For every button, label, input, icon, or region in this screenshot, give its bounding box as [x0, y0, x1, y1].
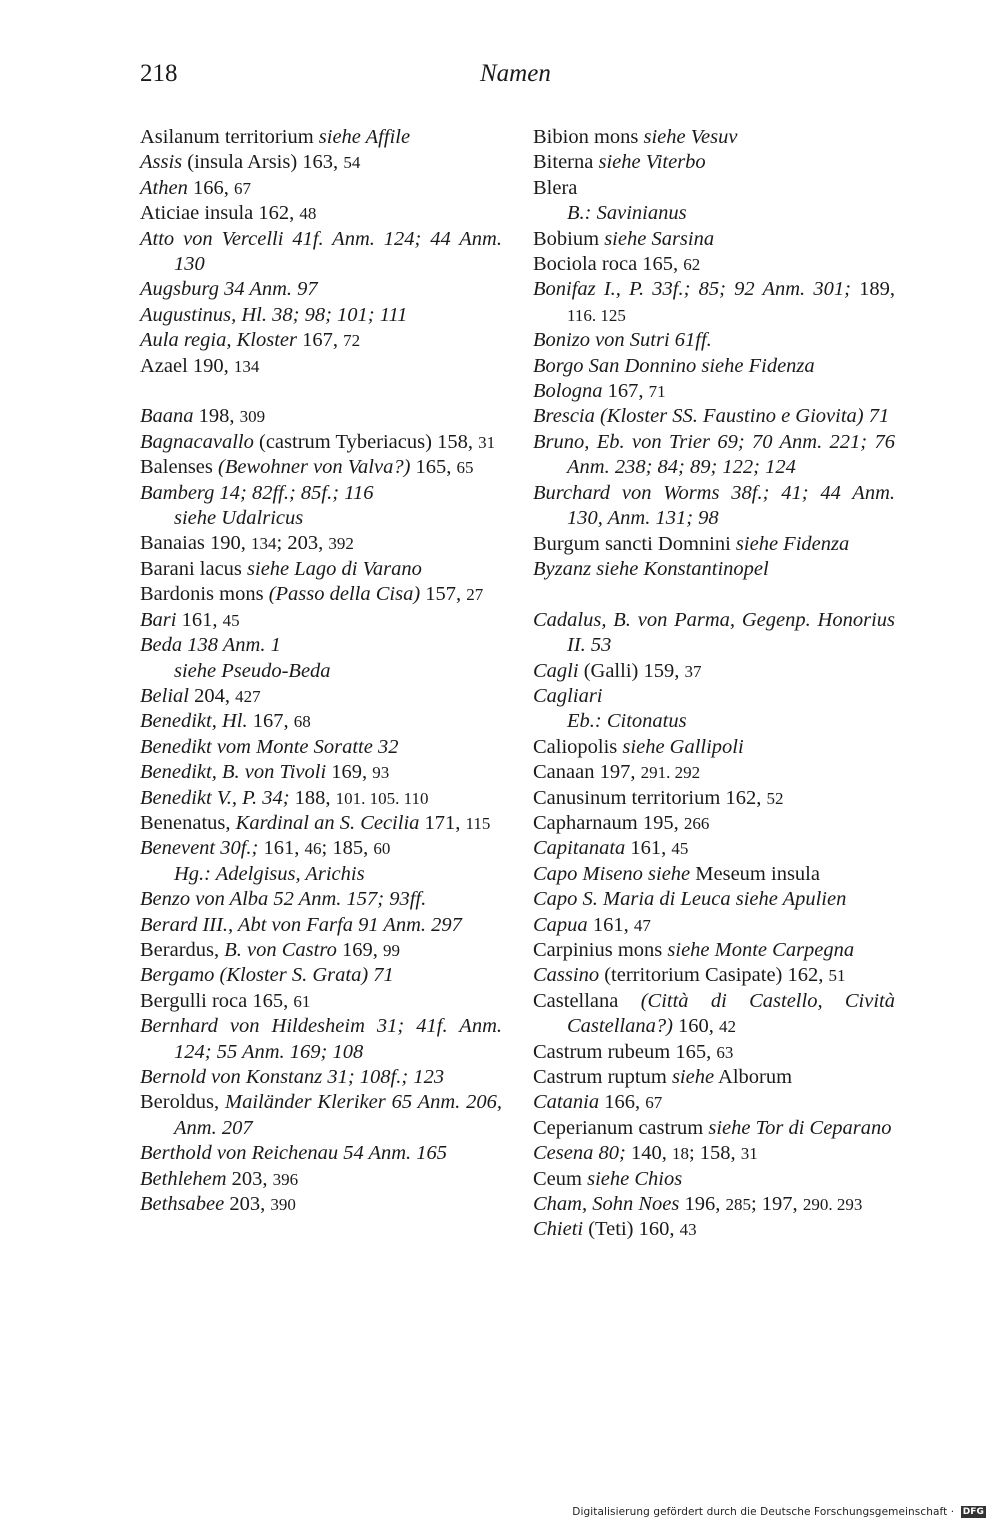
index-entry: [140, 1167, 502, 1192]
index-entry: [533, 989, 895, 1040]
running-head: Namen: [480, 60, 551, 87]
entry-text: Bergamo (Kloster S. Grata) 71: [140, 964, 394, 987]
entry-text: (Città di Castello, Cività Castellana?): [567, 989, 895, 1038]
entry-text: 167,: [602, 380, 649, 403]
entry-text: Bibion mons: [533, 126, 644, 148]
entry-text: 161,: [258, 837, 305, 860]
footer-text: Digitalisierung gefördert durch die Deutsche Forschungsgemeinschaft ·: [572, 1506, 955, 1518]
entry-text: Cassino: [533, 964, 600, 987]
entry-text: Chieti: [533, 1218, 584, 1241]
entry-text: Bologna: [533, 380, 603, 403]
index-entry: [533, 608, 895, 659]
index-entry: [533, 963, 895, 988]
index-entry: [140, 786, 502, 811]
entry-text: Burgum sancti Domnini: [533, 532, 736, 555]
index-entry: [533, 532, 895, 557]
entry-text: siehe: [671, 1066, 715, 1089]
note-number: 134: [233, 356, 260, 376]
note-number: 31: [478, 432, 496, 452]
index-column-right: [533, 125, 895, 1243]
index-entry: [533, 277, 895, 328]
entry-text: siehe Vesuv: [643, 126, 738, 148]
note-number: 46: [304, 839, 322, 859]
note-number: 68: [293, 712, 311, 732]
index-entry: [533, 760, 895, 785]
entry-text: Bethsabee: [140, 1193, 225, 1216]
entry-text: 203,: [224, 1193, 271, 1216]
note-number: 45: [671, 839, 689, 859]
entry-text: Bruno, Eb. von Trier 69; 70 Anm. 221; 76 Anm. 238; 84; 89; 122; 124: [533, 430, 895, 479]
index-entry: [140, 531, 502, 556]
index-entry: [140, 913, 502, 938]
entry-text: Aula regia, Kloster: [140, 329, 297, 352]
entry-text: (Bewohner von Valva?): [218, 456, 411, 479]
entry-text: Bernold von Konstanz 31; 108f.; 123: [140, 1066, 445, 1089]
entry-text: Castellana: [533, 989, 641, 1012]
entry-text: Canaan 197,: [533, 761, 641, 784]
note-number: 47: [633, 915, 651, 935]
index-entry: [140, 557, 502, 582]
note-number: 42: [719, 1017, 737, 1037]
entry-text: Castrum rubeum 165,: [533, 1040, 717, 1063]
entry-text: Assis: [140, 151, 183, 174]
index-subentry: [533, 709, 895, 734]
entry-text: (Galli) 159,: [578, 659, 685, 682]
index-entry: [140, 227, 502, 278]
entry-text: Benevent 30f.;: [140, 837, 259, 860]
entry-text: Byzanz siehe Konstantinopel: [533, 557, 769, 580]
note-number: 48: [299, 204, 317, 224]
entry-text: (Passo della Cisa): [268, 583, 421, 606]
entry-text: Bethlehem: [140, 1167, 227, 1190]
index-entry: [533, 1217, 895, 1242]
entry-text: ; 203,: [276, 532, 329, 555]
entry-text: Caliopolis: [533, 735, 623, 758]
entry-text: Barani lacus: [140, 557, 248, 580]
index-entry: [140, 811, 502, 836]
index-entry: [533, 862, 895, 887]
index-subentry: [140, 506, 502, 531]
entry-text: 165,: [410, 456, 457, 479]
entry-text: 188,: [289, 786, 336, 809]
entry-text: siehe Gallipoli: [622, 735, 744, 758]
entry-text: Athen: [140, 176, 188, 199]
note-number: 67: [645, 1093, 663, 1113]
entry-text: siehe Viterbo: [598, 151, 706, 174]
entry-text: Azael 190,: [140, 354, 234, 377]
index-entry: [533, 481, 895, 532]
entry-text: siehe Affile: [318, 126, 411, 148]
index-column-left: [140, 125, 502, 1217]
entry-text: Aticiae insula 162,: [140, 202, 300, 225]
entry-text: siehe Tor di Ceparano: [708, 1116, 892, 1139]
index-entry: [140, 633, 502, 658]
index-entry: [533, 430, 895, 481]
entry-text: Cham, Sohn Noes: [533, 1193, 680, 1216]
entry-text: 169,: [336, 938, 383, 961]
entry-text: Atto von Vercelli 41f. Anm. 124; 44 Anm. 130: [140, 227, 502, 276]
index-entry: [533, 887, 895, 912]
entry-text: 189,: [850, 278, 896, 301]
entry-text: Augsburg 34 Anm. 97: [140, 278, 318, 301]
entry-text: 161,: [587, 913, 634, 936]
index-entry: [140, 760, 502, 785]
index-entry: [533, 1167, 895, 1192]
index-entry: [533, 684, 895, 709]
page-number: 218: [140, 60, 178, 87]
note-number: 309: [239, 407, 266, 427]
entry-text: Biterna: [533, 151, 599, 174]
note-number: 93: [372, 763, 390, 783]
index-entry: [140, 430, 502, 455]
note-number: 134: [251, 534, 277, 554]
entry-text: Ceum: [533, 1167, 588, 1190]
index-entry: [533, 1116, 895, 1141]
footer-credit: [572, 1506, 986, 1518]
index-entry: [533, 328, 895, 353]
entry-text: ; 158,: [688, 1142, 741, 1165]
entry-text: Bernhard von Hildesheim 31; 41f. Anm. 124; 55 Anm. 169; 108: [140, 1015, 502, 1063]
entry-text: Catania: [533, 1091, 600, 1114]
entry-text: siehe Chios: [587, 1167, 683, 1190]
entry-text: Asilanum territorium: [140, 126, 319, 148]
note-number: 101. 105. 110: [335, 788, 429, 808]
entry-text: Cagli: [533, 659, 579, 682]
entry-text: Augustinus, Hl. 38; 98; 101; 111: [140, 303, 408, 326]
entry-text: Capo Miseno siehe: [533, 862, 691, 885]
entry-text: (territorium Casipate) 162,: [599, 964, 829, 987]
index-entry: [533, 379, 895, 404]
note-number: 67: [233, 178, 251, 198]
entry-text: Bari: [140, 608, 177, 631]
entry-text: Cadalus, B. von Parma, Gegenp. Honorius II. 53: [533, 608, 895, 657]
entry-text: Ceperianum castrum: [533, 1116, 709, 1139]
index-entry: [533, 735, 895, 760]
index-entry: [533, 659, 895, 684]
note-number: 266: [683, 813, 710, 833]
index-entry: [140, 608, 502, 633]
entry-text: Bardonis mons: [140, 583, 269, 606]
entry-text: Capitanata: [533, 837, 626, 860]
entry-text: Cagliari: [533, 684, 603, 707]
entry-text: 157,: [420, 583, 467, 606]
note-number: 71: [648, 382, 666, 402]
index-entry: [140, 887, 502, 912]
entry-text: Banaias 190,: [140, 532, 252, 555]
index-entry: [533, 1192, 895, 1217]
index-entry: [140, 303, 502, 328]
index-entry: [140, 277, 502, 302]
index-entry: [140, 684, 502, 709]
note-number: 291. 292: [640, 763, 701, 783]
entry-text: 166,: [599, 1091, 646, 1114]
entry-text: ; 185,: [321, 837, 374, 860]
entry-text: 167,: [247, 710, 294, 733]
index-entry: [140, 201, 502, 226]
entry-text: 167,: [296, 329, 344, 352]
note-number: 427: [235, 686, 261, 706]
index-entry: [533, 176, 895, 201]
index-entry: [533, 150, 895, 175]
entry-text: Blera: [533, 176, 578, 199]
entry-text: 140,: [625, 1142, 672, 1165]
entry-text: (castrum Tyberiacus) 158,: [253, 430, 479, 453]
dfg-logo-icon: DFG: [962, 1507, 984, 1517]
index-entry: [140, 709, 502, 734]
index-entry: [533, 1065, 895, 1090]
index-entry: [533, 786, 895, 811]
index-entry: [533, 913, 895, 938]
index-entry: [140, 1014, 502, 1065]
entry-text: Benedikt, Hl.: [140, 710, 248, 733]
entry-text: Alborum: [714, 1066, 793, 1089]
entry-text: siehe Sarsina: [604, 227, 715, 250]
note-number: 116. 125: [567, 305, 626, 325]
note-number: 285: [725, 1195, 751, 1215]
entry-text: Capua: [533, 913, 588, 936]
entry-text: siehe Pseudo-Beda: [174, 659, 331, 682]
entry-text: Capo S. Maria di Leuca siehe Apulien: [533, 888, 847, 911]
note-number: 27: [466, 585, 484, 605]
entry-text: Eb.: Citonatus: [567, 710, 687, 733]
entry-text: B.: Savinianus: [567, 202, 687, 225]
entry-text: 171,: [419, 811, 466, 834]
entry-text: 160,: [672, 1015, 720, 1038]
entry-text: Hg.: Adelgisus, Arichis: [174, 862, 365, 885]
note-number: 62: [683, 255, 701, 275]
note-number: 390: [270, 1195, 296, 1215]
note-number: 45: [222, 610, 240, 630]
index-entry: [140, 938, 502, 963]
entry-text: Benenatus,: [140, 811, 236, 834]
index-entry: [533, 938, 895, 963]
note-number: 61: [293, 991, 311, 1011]
entry-text: Capharnaum 195,: [533, 811, 684, 834]
entry-text: B. von Castro: [224, 938, 337, 961]
index-entry: [140, 150, 502, 175]
index-entry: [533, 227, 895, 252]
index-entry: [140, 963, 502, 988]
entry-text: Bociola roca 165,: [533, 253, 684, 276]
note-number: 51: [828, 966, 846, 986]
entry-text: Bamberg 14; 82ff.; 85f.; 116: [140, 481, 374, 504]
index-entry: [140, 735, 502, 760]
entry-text: Belial: [140, 684, 189, 707]
index-entry: [140, 1090, 502, 1141]
index-entry: [533, 1141, 895, 1166]
index-entry: [533, 1090, 895, 1115]
entry-text: Bergulli roca 165,: [140, 989, 294, 1012]
index-entry: [140, 455, 502, 480]
index-entry: [140, 404, 502, 429]
index-entry: [140, 1065, 502, 1090]
entry-text: Canusinum territorium 162,: [533, 786, 767, 809]
entry-text: 203,: [226, 1167, 273, 1190]
index-entry: [140, 176, 502, 201]
note-number: 52: [766, 788, 784, 808]
entry-text: Cesena 80;: [533, 1142, 626, 1165]
entry-text: Benedikt, B. von Tivoli: [140, 761, 327, 784]
entry-text: siehe Fidenza: [735, 532, 850, 555]
index-entry: [533, 811, 895, 836]
index-subentry: [140, 862, 502, 887]
entry-text: Beda 138 Anm. 1: [140, 634, 281, 657]
entry-text: Bobium: [533, 227, 605, 250]
entry-text: 161,: [176, 608, 223, 631]
entry-text: 166,: [187, 176, 234, 199]
note-number: 65: [456, 458, 474, 478]
entry-text: Baana: [140, 405, 194, 428]
note-number: 43: [679, 1220, 697, 1240]
note-number: 72: [343, 331, 361, 351]
entry-text: Carpinius mons: [533, 938, 668, 961]
note-number: 290. 293: [802, 1195, 863, 1215]
index-entry: [140, 1141, 502, 1166]
entry-text: Beroldus,: [140, 1091, 226, 1114]
entry-text: Berardus,: [140, 938, 225, 961]
entry-text: Bagnacavallo: [140, 430, 254, 453]
entry-text: (insula Arsis) 163,: [182, 151, 344, 174]
entry-text: 204,: [188, 684, 236, 707]
index-entry: [533, 404, 895, 429]
entry-text: siehe Monte Carpegna: [667, 938, 855, 961]
entry-text: Benedikt vom Monte Soratte 32: [140, 735, 399, 758]
entry-text: Berthold von Reichenau 54 Anm. 165: [140, 1142, 448, 1165]
note-number: 60: [373, 839, 391, 859]
entry-text: Mailänder Kleriker 65 Anm. 206, Anm. 207: [174, 1091, 502, 1139]
entry-text: 198,: [193, 405, 240, 428]
entry-text: Castrum ruptum: [533, 1066, 672, 1089]
index-entry: [140, 125, 502, 150]
index-subentry: [140, 659, 502, 684]
note-number: 31: [740, 1144, 758, 1164]
entry-text: Bonizo von Sutri 61ff.: [533, 329, 712, 352]
index-entry: [533, 1040, 895, 1065]
index-subentry: [533, 201, 895, 226]
entry-text: Bonifaz I., P. 33f.; 85; 92 Anm. 301;: [533, 278, 851, 301]
entry-text: Meseum insula: [690, 862, 820, 885]
index-entry: [533, 557, 895, 582]
index-entry: [140, 989, 502, 1014]
entry-text: Kardinal an S. Cecilia: [235, 811, 420, 834]
entry-text: Balenses: [140, 456, 218, 479]
note-number: 99: [382, 940, 400, 960]
note-number: 54: [343, 153, 361, 173]
index-entry: [533, 354, 895, 379]
entry-text: Berard III., Abt von Farfa 91 Anm. 297: [140, 913, 462, 936]
note-number: 63: [716, 1042, 734, 1062]
note-number: 396: [272, 1169, 299, 1189]
entry-text: Borgo San Donnino siehe Fidenza: [533, 354, 815, 377]
entry-text: 169,: [326, 761, 373, 784]
entry-text: Brescia (Kloster SS. Faustino e Giovita) 71: [533, 405, 890, 428]
index-entry: [140, 354, 502, 379]
index-entry: [140, 582, 502, 607]
index-entry: [140, 481, 502, 506]
note-number: 115: [465, 813, 491, 833]
entry-text: 161,: [625, 837, 672, 860]
note-number: 18: [671, 1144, 689, 1164]
note-number: 37: [684, 661, 702, 681]
index-entry: [533, 836, 895, 861]
index-entry: [533, 125, 895, 150]
entry-text: 196,: [679, 1193, 726, 1216]
entry-text: (Teti) 160,: [583, 1218, 680, 1241]
index-entry: [140, 328, 502, 353]
index-entry: [140, 1192, 502, 1217]
index-entry: [533, 252, 895, 277]
note-number: 392: [328, 534, 354, 554]
entry-text: ; 197,: [750, 1193, 803, 1216]
index-entry: [140, 836, 502, 861]
entry-text: siehe Udalricus: [174, 507, 304, 530]
entry-text: siehe Lago di Varano: [247, 557, 422, 580]
entry-text: Benzo von Alba 52 Anm. 157; 93ff.: [140, 888, 427, 911]
entry-text: Benedikt V., P. 34;: [140, 786, 290, 809]
entry-text: Burchard von Worms 38f.; 41; 44 Anm. 130, Anm. 131; 98: [533, 481, 895, 530]
